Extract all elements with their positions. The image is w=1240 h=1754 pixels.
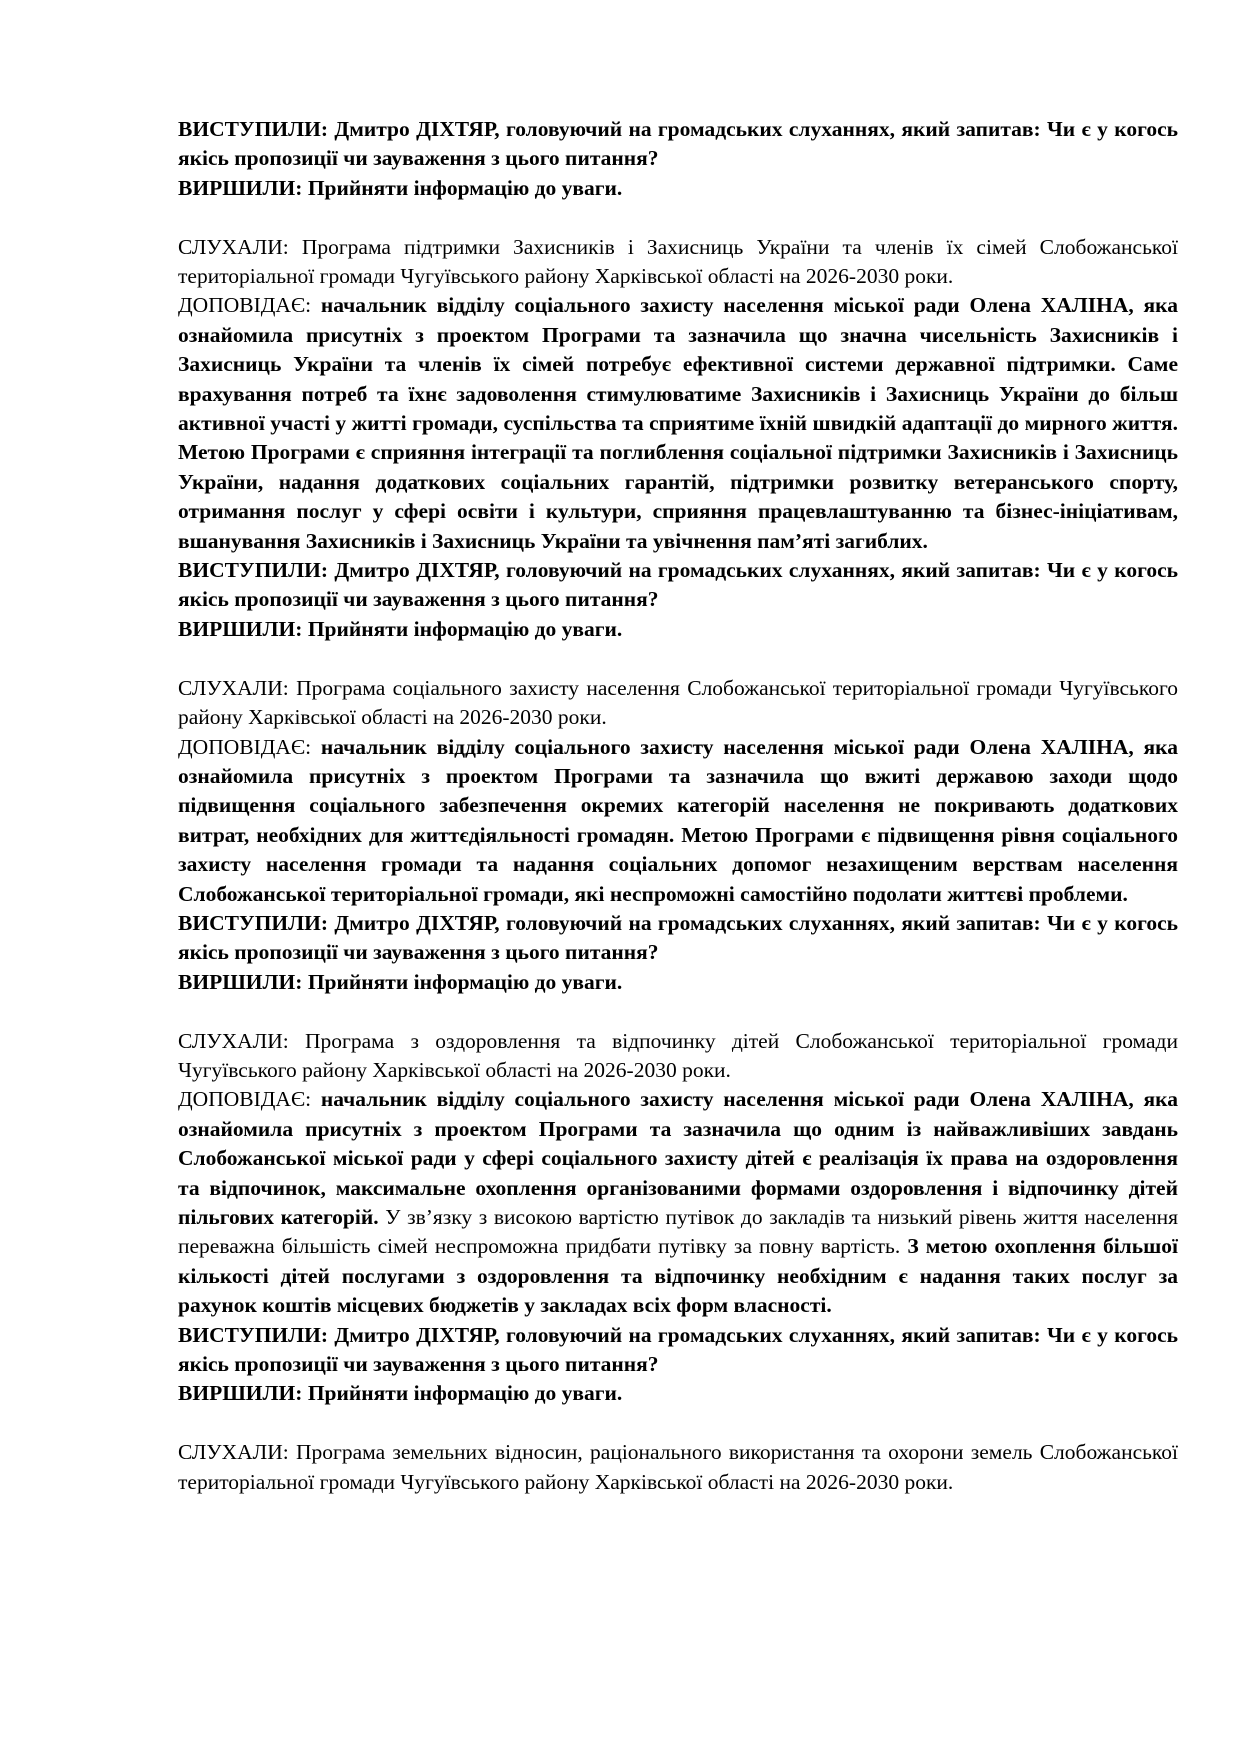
dopovidaie-paragraph <box>178 733 1178 909</box>
vystupyly-text: Дмитро ДІХТЯР, головуючий на громадських слуханнях, який запитав: Чи є у когось якісь пропозиції чи зауваження з цього питання? <box>178 117 1178 171</box>
vyrishyly-paragraph <box>178 615 1178 644</box>
paragraph-gap <box>178 1409 1178 1438</box>
dopovidaie-text-regular: У зв’язку з високою вартістю путівок до закладів та низький рівень життя населення переважна більшість сімей неспроможна придбати путівку за повну вартість. <box>178 1204 1179 1259</box>
vystupyly-text: Дмитро ДІХТЯР, головуючий на громадських слуханнях, який запитав: Чи є у когось якісь пропозиції чи зауваження з цього питання? <box>178 910 1178 965</box>
document-page <box>178 115 1178 1497</box>
vystupyly-label: ВИСТУПИЛИ: <box>178 1322 329 1347</box>
paragraph-gap <box>178 997 1178 1026</box>
sluhaly-paragraph <box>178 1027 1178 1086</box>
sluhaly-text: Програма з оздоровлення та відпочинку дітей Слобожанської територіальної громади Чугуївського району Харківської області на 2026-2030 роки. <box>178 1028 1178 1082</box>
sluhaly-label: СЛУХАЛИ: <box>178 675 289 700</box>
vyrishyly-label: ВИРШИЛИ: <box>178 616 303 641</box>
dopovidaie-label: ДОПОВІДАЄ: <box>178 293 312 318</box>
vystupyly-label: ВИСТУПИЛИ: <box>178 558 329 583</box>
sluhaly-label: СЛУХАЛИ: <box>178 1440 289 1465</box>
sluhaly-paragraph <box>178 674 1178 733</box>
dopovidaie-paragraph <box>178 1085 1178 1320</box>
vyrishyly-paragraph <box>178 1379 1178 1408</box>
sluhaly-text: Програма підтримки Захисників і Захисниць України та членів їх сімей Слобожанської територіальної громади Чугуївського району Харківської області на 2026-2030 роки. <box>178 234 1178 289</box>
vystupyly-label: ВИСТУПИЛИ: <box>178 117 329 141</box>
vystupyly-text: Дмитро ДІХТЯР, головуючий на громадських слуханнях, який запитав: Чи є у когось якісь пропозиції чи зауваження з цього питання? <box>178 1322 1178 1377</box>
dopovidaie-text: начальник відділу соціального захисту населення міської ради Олена ХАЛІНА, яка ознайомила присутніх з проектом Програми та зазначила що значна чисельність Захисників і Захисниць України та членів їх сімей потребує ефективної системи державної підтримки. Саме врахування потреб та їхнє задоволення стимулюватиме Захисників і Захисниць України до більш активної участі у житті громади, суспільства та сприятиме їхній швидкій адаптації до мирного життя. Метою Програми є сприяння інтеграції та поглиблення соціальної підтримки Захисників і Захисниць України, надання додаткових соціальних гарантій, підтримки розвитку ветеранського спорту, отримання послуг у сфері освіти і культури, сприяння працевлаштуванню та бізнес-ініціативам, вшанування Захисників і Захисниць України та увічнення пам’яті загиблих. <box>178 293 1178 553</box>
dopovidaie-text: начальник відділу соціального захисту населення міської ради Олена ХАЛІНА, яка ознайомила присутніх з проектом Програми та зазначила що вжиті державою заходи щодо підвищення соціального забезпечення окремих категорій населення не покривають додаткових витрат, необхідних для життєдіяльності громадян. Метою Програми є підвищення рівня соціального захисту населення громади та надання соціальних допомог незахищеним верствам населення Слобожанської територіальної громади, які неспроможні самостійно подолати життєві проблеми. <box>178 734 1178 906</box>
paragraph-gap <box>178 203 1178 232</box>
vyrishyly-paragraph <box>178 174 1178 203</box>
vyrishyly-text: Прийняти інформацію до уваги. <box>302 175 623 200</box>
vystupyly-label: ВИСТУПИЛИ: <box>178 910 329 935</box>
vyrishyly-label: ВИРШИЛИ: <box>178 1381 303 1406</box>
vyrishyly-text: Прийняти інформацію до уваги. <box>302 969 623 994</box>
dopovidaie-paragraph <box>178 291 1178 556</box>
dopovidaie-label: ДОПОВІДАЄ: <box>178 1087 312 1112</box>
vyrishyly-text: Прийняти інформацію до уваги. <box>302 1381 623 1406</box>
paragraph-gap <box>178 644 1178 673</box>
sluhaly-paragraph <box>178 1438 1178 1497</box>
sluhaly-text: Програма соціального захисту населення Слобожанської територіальної громади Чугуївського району Харківської області на 2026-2030 роки. <box>178 675 1178 730</box>
sluhaly-paragraph <box>178 233 1178 292</box>
vyrishyly-paragraph <box>178 968 1178 997</box>
sluhaly-label: СЛУХАЛИ: <box>178 1028 289 1053</box>
vyrishyly-label: ВИРШИЛИ: <box>178 969 303 994</box>
dopovidaie-text-bold-1: начальник відділу соціального захисту населення міської ради Олена ХАЛІНА, яка ознайомила присутніх з проектом Програми та зазначила що одним із найважливіших завдань Слобожанської міської ради у сфері соціального захисту дітей є реалізація їх права на оздоровлення та відпочинок, максимальне охоплення організованими формами оздоровлення і відпочинку дітей пільгових категорій. <box>178 1087 1178 1229</box>
dopovidaie-label: ДОПОВІДАЄ: <box>178 734 312 759</box>
vystupyly-text: Дмитро ДІХТЯР, головуючий на громадських слуханнях, який запитав: Чи є у когось якісь пропозиції чи зауваження з цього питання? <box>178 558 1178 612</box>
dopovidaie-text-bold-2: З метою охоплення більшої кількості дітей послугами з оздоровлення та відпочинку необхідним є надання таких послуг за рахунок коштів місцевих бюджетів у закладах всіх форм власності. <box>178 1234 1178 1318</box>
vystupyly-paragraph <box>178 909 1178 968</box>
vyrishyly-label: ВИРШИЛИ: <box>178 175 303 200</box>
vystupyly-paragraph <box>178 556 1178 615</box>
vystupyly-paragraph <box>178 115 1178 174</box>
vyrishyly-text: Прийняти інформацію до уваги. <box>302 616 623 641</box>
sluhaly-text: Програма земельних відносин, раціонального використання та охорони земель Слобожанської територіальної громади Чугуївського району Харківської області на 2026-2030 роки. <box>178 1440 1178 1494</box>
sluhaly-label: СЛУХАЛИ: <box>178 234 289 259</box>
vystupyly-paragraph <box>178 1321 1178 1380</box>
